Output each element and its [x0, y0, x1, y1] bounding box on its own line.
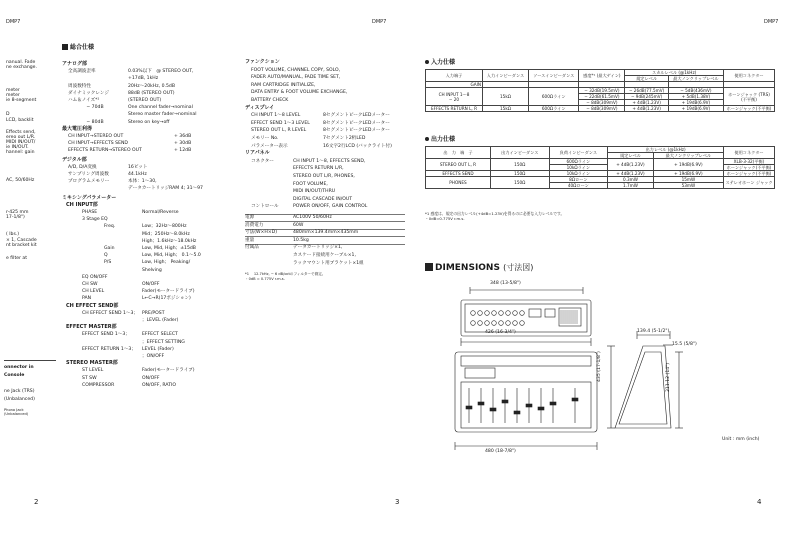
dim-426: 426 (16-3/4") [485, 330, 516, 335]
out-r3c0: PHONES [426, 177, 491, 189]
spec-value: 16文字2行LCD (バックライト付) [323, 143, 392, 149]
out-h0: 出 力 端 子 [426, 147, 491, 159]
spec-value: Low, High； Peaking/ [142, 260, 191, 266]
bullet-icon [425, 60, 429, 64]
spec-label: STEREO MASTER部 [66, 360, 118, 367]
left-fragment: ie IN/OUT. [6, 145, 29, 150]
in-r2c6: + 19dB(6.9V) [668, 100, 723, 106]
spec-value: One channel fader→nominal [128, 105, 193, 111]
out-r0c0: STEREO OUT L, R [426, 159, 491, 171]
in-r3c4: − 8dB(309mV) [579, 106, 625, 112]
spec-value: DIGITAL CASCADE IN/OUT [293, 196, 353, 202]
page-number-right: 4 [757, 498, 762, 506]
spec-label: デジタル部 [62, 156, 87, 163]
spec-label: DATA ENTRY & FOOT VOLUME EXCHANGE, [251, 90, 348, 96]
connector-title1: onnector in [4, 365, 34, 370]
spec-label: EFFECT SEND 1～3； [82, 332, 130, 338]
spec-label: − 80dB [68, 119, 104, 125]
left-fragment: × 1, Cascade [6, 238, 37, 243]
in-r0c0: CH INPUT 1～8 [438, 91, 470, 97]
in-gain-text: GAIN [470, 82, 481, 87]
out-r3c4: 15mW [653, 177, 723, 183]
connector-line3: Phono Jack [4, 408, 24, 412]
in-r3c2: 15kΩ [483, 106, 529, 112]
input-spec-table [425, 69, 775, 112]
out-h4: 規定レベル [608, 153, 654, 159]
spec-value: 0.03%以下 @ STEREO OUT, [128, 69, 194, 75]
spec-label: 最大電圧利得 [62, 125, 93, 132]
spec-label: 寸法(W×H×D) [245, 230, 278, 236]
spec-value: 16ビット [128, 164, 148, 170]
in-r1c4: − 22dB(61.5mV) [579, 94, 625, 100]
spec-label: コネクター [251, 158, 274, 164]
out-h6: 使用コネクター [724, 147, 775, 159]
spec-value: Fader(モータードライブ) [142, 289, 195, 295]
spec-value: ；ON/OFF [142, 354, 165, 359]
spec-value: ；LEVEL (Fader) [142, 318, 179, 323]
spec-label: 付属品 [245, 245, 259, 251]
connector-title2: Console [4, 373, 25, 378]
in-h5: 規定レベル [625, 76, 668, 82]
spec-value: Low, Mid, High； 0.1～5.0 [142, 253, 201, 259]
spec-value: Low；32Hz～800Hz [142, 224, 187, 230]
left-fragment: LCD, backlit [6, 118, 34, 123]
spec-value: EFFECTS RETURN L/R, [293, 166, 344, 172]
section-marker-icon [62, 44, 68, 50]
spec-label: CH INPUT部 [66, 201, 98, 208]
spec-value: + 30dB [174, 141, 192, 147]
spec-label: パラメーター表示 [251, 143, 288, 149]
spec-value: ラックマウント用ブラケット×1組 [293, 260, 364, 266]
left-fragment: e filter at [6, 256, 28, 261]
left-fragment: MIDI IN/OUT/ [6, 140, 36, 145]
in-r3c0: EFFECTS RETURN L, R [426, 106, 483, 112]
connector-box [4, 360, 56, 421]
spec-label: PAN [82, 296, 92, 302]
spec-label: CH LEVEL [82, 289, 105, 295]
left-fragment: meter [6, 88, 20, 93]
spec-label: EFFECT RETURN 1～3； [82, 346, 136, 352]
spec-column-2 [245, 60, 410, 340]
spec-label: コントロール [251, 204, 279, 210]
spec-value: + 36dB [174, 134, 192, 139]
spec-value: FOOT VOLUME, [293, 181, 328, 187]
spec-value: EFFECT SELECT [142, 332, 178, 338]
spec-value: 本体：1～30, [128, 179, 157, 185]
spec-label: CH EFFECT SEND部 [66, 302, 119, 309]
spec-label: Gain [104, 246, 115, 251]
out-r2c5: ホーンジャック(不平衡) [724, 171, 775, 177]
in-r1c5: − 9dB(245mV) [625, 94, 668, 100]
out-r1c2: 10kΩライン [549, 165, 608, 171]
footnote: *1 12.7kHz, − 6 dB/octのフィルターで測定。 [245, 272, 326, 277]
dim-435: 435 (17-1/8") [597, 351, 602, 382]
in-r0c2: 15kΩ [483, 88, 529, 106]
left-fragment: ereo out L/R. [6, 135, 36, 140]
dimensions-title-jp: (寸法図) [503, 263, 534, 272]
spec-value: Shelving [142, 267, 162, 273]
in-h0: 入力端子 [426, 70, 483, 82]
in-h2: ソースインピーダンス [528, 70, 578, 82]
spec-value: (STEREO OUT) [128, 98, 162, 103]
spec-value: Stereo on key→off [128, 119, 170, 125]
section-marker-icon [425, 263, 433, 271]
spec-label: Freq. [104, 224, 116, 230]
spec-value: High；1.6kHz～18.0kHz [142, 238, 197, 244]
spec-value: LEVEL (Fader) [142, 346, 174, 352]
row-divider [245, 221, 405, 222]
out-r2c0: EFFECTS SEND [426, 171, 491, 177]
out-r4c3: 1.7mW [608, 183, 654, 189]
spec-value: データカートリッジRAM 4; 31～97 [128, 186, 203, 192]
table-row [426, 106, 775, 112]
spec-label: EQ ON/OFF [82, 274, 108, 280]
in-r3c5: + 4dB(1.23V) [625, 106, 668, 112]
left-fragment: ie 8-segment [6, 98, 37, 103]
spec-value: + 12dB [174, 148, 192, 154]
spec-label: サンプリング周波数 [68, 172, 109, 177]
spec-value: ON/OFF [142, 282, 160, 287]
left-fragment: nanual. Fade [6, 60, 36, 65]
out-r0c4: + 19dB(6.9V) [653, 159, 723, 171]
left-fragment: 17-1/8") [6, 215, 25, 220]
in-r0c5: − 26dB(77.5mV) [625, 88, 668, 94]
spec-label: ST SW [82, 375, 97, 381]
spec-label: CH SW [82, 282, 98, 287]
input-spec-title-text: 入力仕様 [431, 59, 456, 66]
out-r2c2: 10kΩライン [549, 171, 608, 177]
spec-label: A/D, D/A変換 [68, 164, 97, 170]
spec-label: EFFECT SEND 1～3 LEVEL [251, 120, 310, 126]
rear-connectors [471, 308, 581, 326]
spec-label: PHASE [82, 210, 98, 215]
out-r3c5: ステレオホーン ジャック [724, 177, 775, 189]
out-r0c3: + 4dB(1.23V) [608, 159, 654, 171]
spec-label: メモリー No. [251, 136, 279, 141]
spec-label: 重量 [245, 237, 255, 243]
dim-139: 139.4 (5-1/2") [637, 329, 670, 334]
connector-line4: (Unbalanced) [4, 412, 29, 416]
output-spec-table [425, 146, 775, 189]
spec-value: Mid；250Hz～8.0kHz [142, 231, 190, 237]
spec-value: L←C→R(17ポジション) [142, 296, 191, 302]
spec-value: STEREO OUT L/R, PHONES, [293, 174, 355, 179]
out-r2c1: 150Ω [491, 171, 550, 177]
in-h4: スカルレベル (@1kHz) [625, 70, 724, 76]
spec-value: 10.5kg [293, 237, 309, 243]
spec-label: ミキシングパラメーター [62, 194, 117, 201]
footnote: ・0dB = 0.775V r.m.s. [245, 277, 285, 282]
out-h5: 最大ノンクリップレベル [653, 153, 723, 159]
spec-value: ON/OFF, RATIO [142, 382, 176, 388]
page-number-middle: 3 [395, 498, 400, 506]
spec-label: ハム＆ノイズ*¹ [68, 98, 100, 103]
header-left: DMP7 [6, 19, 21, 25]
spec-label: CH EFFECT SEND 1～3； [82, 310, 138, 316]
spec-value: 88dB (STEREO OUT) [128, 90, 175, 96]
header-right: DMP7 [764, 19, 779, 25]
connector-line2: (Unbalanced) [4, 397, 35, 402]
spec-label: Q [104, 253, 108, 259]
spec-label: アナログ部 [62, 61, 88, 67]
spec-value: PRE/POST [142, 310, 165, 316]
output-spec-title-text: 出力仕様 [431, 136, 456, 143]
spec-value: 8セグメントピークLEDメーター [323, 113, 390, 119]
spec-label: ファンクション [245, 59, 280, 65]
spec-value: 60W [293, 222, 304, 228]
out-r3c2: 8Ωローン [549, 177, 608, 183]
out-r1c5: ホーンジャック(不平衡) [724, 165, 775, 171]
out-r0c5: XLB-3-32(平衡) [724, 159, 775, 165]
spec-label: プログラムメモリー [68, 179, 110, 185]
spec-label: 電源 [245, 215, 255, 220]
in-r0c3: 600Ωライン [528, 88, 578, 106]
spec-label: FADER AUTO/MANUAL, FADE TIME SET, [251, 75, 341, 81]
spec-label: CH INPUT 1～8 LEVEL [251, 113, 301, 119]
dimensions-title [425, 262, 533, 274]
spec-value: 44.1kHz [128, 172, 147, 177]
spec-value: 8セグメントピークLEDメーター [323, 128, 390, 134]
left-fragment: D [6, 112, 10, 117]
fader-strip [469, 388, 575, 423]
spec-label: FOOT VOLUME, CHANNEL COPY, SOLO, [251, 67, 341, 73]
spec-label: RAM CARTRIDGE INITIALIZE, [251, 82, 316, 88]
dimensions-title-text: DIMENSIONS [435, 263, 500, 273]
spec-value: Fader(モータードライブ) [142, 368, 195, 374]
in-r1c6: + 5dB(1.38V) [668, 94, 723, 100]
output-note-2: ・0dB=0.775V r.m.s. [425, 216, 465, 221]
dim-311: 311.12 (14") [666, 362, 671, 392]
left-fragment: AC, 50/60Hz [6, 178, 35, 183]
in-r0c4: − 32dB(19.5mV) [579, 88, 625, 94]
spec-value: データカートリッジ×1, [293, 245, 343, 251]
out-h2: 負荷インピーダンス [549, 147, 608, 159]
spec-column-1 [62, 62, 232, 462]
in-r3c3: 600Ωライン [528, 106, 578, 112]
in-r0c1: − 20 [448, 96, 460, 102]
spec-value: Normal/Reverse [142, 210, 179, 215]
in-r2c5: + 4dB(1.23V) [625, 100, 668, 106]
spec-value: ON/OFF [142, 375, 160, 381]
left-fragment: nt bracket kit [6, 243, 37, 248]
out-r2c4: + 19dB(6.9V) [653, 171, 723, 177]
out-r0c2: 600Ωライン [549, 159, 608, 165]
dim-348: 348 (13-5/8") [490, 281, 521, 286]
left-fragment: Effects send, [6, 130, 36, 135]
out-r3c1: 150Ω [491, 177, 550, 189]
spec-value: 8セグメントピークLEDメーター [323, 120, 390, 126]
spec-label: 消費電力 [245, 222, 264, 228]
out-h1: 出力インピーダンス [491, 147, 550, 159]
spec-value: POWER ON/OFF, GAIN CONTROL [293, 204, 368, 210]
page-number-left: 2 [34, 498, 39, 506]
spec-value: CH INPUT 1～8, EFFECTS SEND, [293, 158, 366, 164]
spec-label: BATTERY CHECK [251, 98, 289, 103]
out-r2c3: + 4dB(1.23V) [608, 171, 654, 177]
input-spec-title [425, 60, 455, 66]
left-fragment: meter [6, 93, 20, 98]
out-r0c1: 150Ω [491, 159, 550, 171]
in-r3c7: ホーンジャック(不平衡) [724, 106, 775, 112]
spec-label: リアパネル [245, 150, 270, 157]
spec-label: ST LEVEL [82, 368, 104, 374]
spec-label: 全高調波歪率 [68, 69, 96, 75]
spec-value: Stereo master fader→nominal [128, 112, 197, 118]
spec-label: CH INPUT→STEREO OUT [68, 134, 124, 139]
spec-label: − 70dB [68, 105, 104, 111]
left-fragment: hannel: gain [6, 150, 35, 155]
spec-value: +17dB, 1kHz [128, 76, 159, 82]
in-r2c4: − 8dB(309mV) [579, 100, 625, 106]
spec-label: EFFECT MASTER部 [66, 324, 117, 331]
header-middle: DMP7 [372, 19, 387, 25]
spec-title-text: 総合仕様 [70, 44, 95, 51]
dim-480: 480 (18-7/8") [485, 449, 516, 454]
spec-label: COMPRESSOR [82, 382, 115, 388]
in-h3: 感度*¹ (最大ゲイン) [579, 70, 625, 82]
spec-label: 3 Stage EQ [82, 217, 108, 223]
out-r4c2: 40Ωローン [549, 183, 608, 189]
spec-label: P/S [104, 260, 112, 266]
row-divider [245, 236, 405, 237]
out-r4c4: 53mW [653, 183, 723, 189]
in-h1: 入力インピーダンス [483, 70, 529, 82]
out-r3c3: 0.3mW [608, 177, 654, 183]
out-h3: 出力レベル (@1kHz) [608, 147, 724, 153]
spec-value: 20Hz～20kHz, 0.5dB [128, 83, 175, 89]
spec-label: CH INPUT→EFFECTS SEND [68, 141, 128, 147]
spec-label: 周波数特性 [68, 83, 91, 89]
bullet-icon [425, 137, 429, 141]
spec-label: ダイナミックレンジ [68, 90, 109, 96]
spec-value: AC100V 50/60Hz [293, 215, 332, 220]
in-r0c6: − 5dB(436mV) [668, 88, 723, 94]
left-fragment: ( lbs.) [6, 232, 20, 237]
spec-value: ；EFFECT SETTING [142, 339, 185, 345]
spec-value: Low, Mid, High；±15dB [142, 246, 196, 251]
in-r0c7: ホーンジャック (TRS) (不平衡) [724, 88, 775, 106]
left-fragment: r-425 mm [6, 210, 29, 215]
spec-value: カスケード接続用ケーブル×1, [293, 253, 356, 258]
spec-label: ディスプレイ [245, 104, 275, 111]
spec-value: MIDI IN/OUT/THRU [293, 189, 336, 195]
connector-line1: ne Jack (TRS) [4, 389, 35, 394]
spec-label: EFFECTS RETURN→STEREO OUT [68, 148, 142, 154]
dim-unit: Unit : mm (inch) [722, 437, 760, 442]
spec-title [62, 44, 94, 51]
dim-155: 15.5 (5/8") [672, 342, 697, 347]
spec-value: 7セグメント2桁LED [323, 136, 366, 141]
spec-label: STEREO OUT L, R LEVEL [251, 128, 307, 134]
spec-value: 480mm×139.4mm×435mm [293, 230, 359, 236]
output-spec-title [425, 137, 455, 143]
left-fragment: ne exchange. [6, 65, 37, 70]
output-note-1: *1 感度は、規定の出力レベル(+4dB=1.23V)を得るのに必要な入力レベルです。 [425, 211, 565, 216]
in-r3c6: + 19dB(6.9V) [668, 106, 723, 112]
in-h7: 使用コネクター [724, 70, 775, 82]
in-h6: 最大ノンクリップレベル [668, 76, 723, 82]
